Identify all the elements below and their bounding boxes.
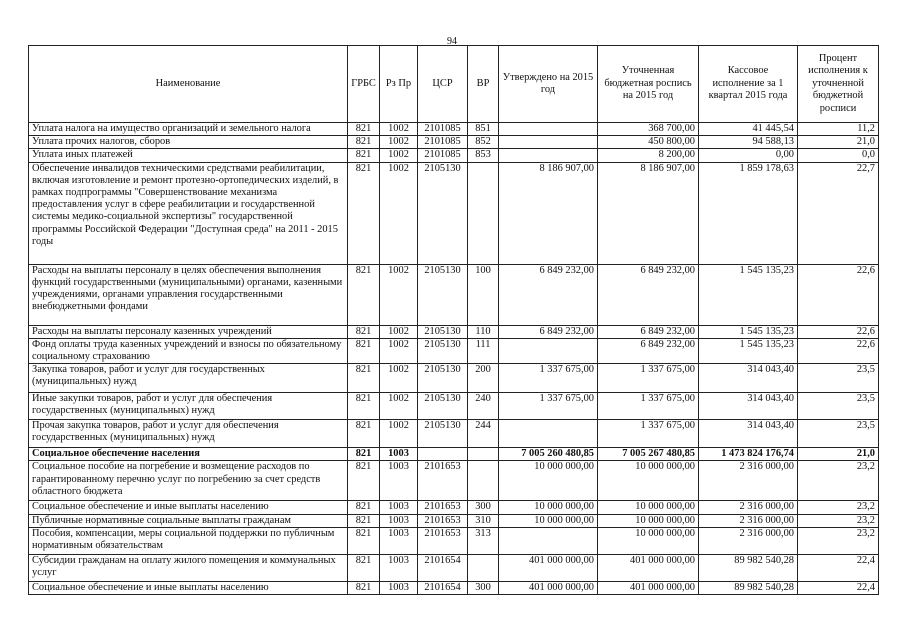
cell-grbs: 821 — [348, 554, 380, 581]
cell-refined: 6 849 232,00 — [598, 325, 699, 338]
cell-grbs: 821 — [348, 514, 380, 527]
cell-csr — [418, 448, 468, 461]
cell-grbs: 821 — [348, 149, 380, 162]
col-header-grbs: ГРБС — [348, 46, 380, 123]
cell-refined: 7 005 267 480,85 — [598, 448, 699, 461]
cell-percent: 22,7 — [798, 162, 879, 264]
table-row — [29, 123, 879, 136]
cell-rzpr: 1002 — [380, 264, 418, 325]
cell-refined: 1 337 675,00 — [598, 420, 699, 448]
cell-csr: 2101085 — [418, 123, 468, 136]
cell-rzpr: 1002 — [380, 338, 418, 363]
cell-cash: 314 043,40 — [699, 364, 798, 393]
cell-csr: 2101653 — [418, 501, 468, 514]
cell-percent: 22,4 — [798, 581, 879, 594]
cell-approved — [499, 420, 598, 448]
cell-csr: 2105130 — [418, 393, 468, 420]
cell-cash: 0,00 — [699, 149, 798, 162]
table-row — [29, 448, 879, 461]
cell-name: Уплата налога на имущество организаций и земельного налога — [29, 123, 348, 136]
cell-rzpr: 1003 — [380, 581, 418, 594]
cell-name: Уплата прочих налогов, сборов — [29, 136, 348, 149]
cell-percent: 22,6 — [798, 338, 879, 363]
cell-cash: 89 982 540,28 — [699, 554, 798, 581]
cell-rzpr: 1002 — [380, 149, 418, 162]
cell-grbs: 821 — [348, 527, 380, 554]
cell-grbs: 821 — [348, 264, 380, 325]
table-row — [29, 461, 879, 501]
cell-grbs: 821 — [348, 581, 380, 594]
cell-grbs: 821 — [348, 448, 380, 461]
cell-name: Публичные нормативные социальные выплаты гражданам — [29, 514, 348, 527]
cell-csr: 2101653 — [418, 461, 468, 501]
cell-cash: 2 316 000,00 — [699, 527, 798, 554]
cell-approved: 6 849 232,00 — [499, 325, 598, 338]
cell-rzpr: 1003 — [380, 554, 418, 581]
cell-approved — [499, 338, 598, 363]
cell-approved: 6 849 232,00 — [499, 264, 598, 325]
cell-refined: 6 849 232,00 — [598, 264, 699, 325]
cell-percent: 11,2 — [798, 123, 879, 136]
page-number: 94 — [447, 36, 457, 47]
cell-refined: 368 700,00 — [598, 123, 699, 136]
cell-vr — [468, 461, 499, 501]
cell-rzpr: 1002 — [380, 420, 418, 448]
cell-name: Фонд оплаты труда казенных учреждений и взносы по обязательному социальному страхованию — [29, 338, 348, 363]
cell-vr: 852 — [468, 136, 499, 149]
table-row — [29, 264, 879, 325]
cell-refined: 401 000 000,00 — [598, 581, 699, 594]
cell-refined: 401 000 000,00 — [598, 554, 699, 581]
cell-vr: 110 — [468, 325, 499, 338]
cell-rzpr: 1003 — [380, 527, 418, 554]
cell-refined: 8 186 907,00 — [598, 162, 699, 264]
cell-csr: 2101653 — [418, 514, 468, 527]
col-header-rzpr: Рз Пр — [380, 46, 418, 123]
cell-name: Расходы на выплаты персоналу казенных учреждений — [29, 325, 348, 338]
cell-csr: 2105130 — [418, 420, 468, 448]
cell-vr — [468, 448, 499, 461]
cell-percent: 22,6 — [798, 264, 879, 325]
cell-refined: 1 337 675,00 — [598, 393, 699, 420]
cell-name: Обеспечение инвалидов техническими средствами реабилитации, включая изготовление и ремонт протезно-ортопедических изделий, в рамках подпрограммы "Совершенствование механизма предоставления услуг в сфере реабилитации и государственной системы медико-социальной экспертизы" государственной программы Российской Федерации "Доступная среда" на 2011 - 2015 годы — [29, 162, 348, 264]
cell-cash: 1 545 135,23 — [699, 338, 798, 363]
cell-cash: 2 316 000,00 — [699, 461, 798, 501]
cell-approved — [499, 527, 598, 554]
cell-vr — [468, 554, 499, 581]
cell-name: Уплата иных платежей — [29, 149, 348, 162]
table-row — [29, 338, 879, 363]
cell-percent: 23,5 — [798, 420, 879, 448]
cell-grbs: 821 — [348, 501, 380, 514]
cell-cash: 2 316 000,00 — [699, 501, 798, 514]
cell-cash: 2 316 000,00 — [699, 514, 798, 527]
cell-approved: 1 337 675,00 — [499, 364, 598, 393]
cell-vr — [468, 162, 499, 264]
table-row — [29, 325, 879, 338]
cell-approved: 1 337 675,00 — [499, 393, 598, 420]
col-header-percent: Процент исполнения к уточненной бюджетной росписи — [798, 46, 879, 123]
cell-refined: 8 200,00 — [598, 149, 699, 162]
cell-csr: 2101654 — [418, 581, 468, 594]
cell-vr: 244 — [468, 420, 499, 448]
cell-csr: 2105130 — [418, 162, 468, 264]
cell-cash: 1 859 178,63 — [699, 162, 798, 264]
cell-vr: 853 — [468, 149, 499, 162]
cell-rzpr: 1002 — [380, 162, 418, 264]
table-row — [29, 581, 879, 594]
cell-grbs: 821 — [348, 123, 380, 136]
cell-csr: 2101085 — [418, 136, 468, 149]
cell-grbs: 821 — [348, 162, 380, 264]
table-row — [29, 420, 879, 448]
cell-approved — [499, 136, 598, 149]
cell-grbs: 821 — [348, 325, 380, 338]
cell-vr: 310 — [468, 514, 499, 527]
cell-name: Социальное обеспечение и иные выплаты населению — [29, 501, 348, 514]
cell-vr: 111 — [468, 338, 499, 363]
cell-name: Пособия, компенсации, меры социальной поддержки по публичным нормативным обязательствам — [29, 527, 348, 554]
cell-csr: 2105130 — [418, 325, 468, 338]
table-row — [29, 364, 879, 393]
cell-rzpr: 1003 — [380, 514, 418, 527]
cell-csr: 2105130 — [418, 264, 468, 325]
cell-rzpr: 1003 — [380, 448, 418, 461]
cell-vr: 240 — [468, 393, 499, 420]
cell-cash: 41 445,54 — [699, 123, 798, 136]
table-row — [29, 136, 879, 149]
cell-grbs: 821 — [348, 136, 380, 149]
col-header-name: Наименование — [29, 46, 348, 123]
cell-rzpr: 1002 — [380, 364, 418, 393]
cell-percent: 23,2 — [798, 461, 879, 501]
cell-percent: 21,0 — [798, 136, 879, 149]
cell-percent: 23,2 — [798, 527, 879, 554]
cell-rzpr: 1002 — [380, 325, 418, 338]
cell-cash: 314 043,40 — [699, 393, 798, 420]
cell-refined: 1 337 675,00 — [598, 364, 699, 393]
cell-grbs: 821 — [348, 393, 380, 420]
cell-csr: 2101653 — [418, 527, 468, 554]
cell-csr: 2101085 — [418, 149, 468, 162]
cell-csr: 2105130 — [418, 364, 468, 393]
cell-refined: 450 800,00 — [598, 136, 699, 149]
cell-grbs: 821 — [348, 461, 380, 501]
cell-percent: 22,4 — [798, 554, 879, 581]
cell-vr: 100 — [468, 264, 499, 325]
cell-name: Социальное обеспечение и иные выплаты населению — [29, 581, 348, 594]
table-row — [29, 393, 879, 420]
cell-vr: 300 — [468, 581, 499, 594]
table-row — [29, 554, 879, 581]
cell-percent: 23,5 — [798, 364, 879, 393]
cell-name: Субсидии гражданам на оплату жилого помещения и коммунальных услуг — [29, 554, 348, 581]
col-header-csr: ЦСР — [418, 46, 468, 123]
cell-rzpr: 1002 — [380, 123, 418, 136]
cell-refined: 10 000 000,00 — [598, 527, 699, 554]
cell-refined: 10 000 000,00 — [598, 501, 699, 514]
cell-cash: 1 545 135,23 — [699, 264, 798, 325]
cell-rzpr: 1003 — [380, 461, 418, 501]
cell-grbs: 821 — [348, 364, 380, 393]
cell-approved: 401 000 000,00 — [499, 554, 598, 581]
header-row — [29, 46, 879, 123]
cell-name: Социальное обеспечение населения — [29, 448, 348, 461]
cell-approved: 10 000 000,00 — [499, 501, 598, 514]
cell-rzpr: 1002 — [380, 136, 418, 149]
col-header-cash: Кассовое исполнение за 1 квартал 2015 года — [699, 46, 798, 123]
cell-vr: 300 — [468, 501, 499, 514]
cell-vr: 200 — [468, 364, 499, 393]
col-header-approved: Утверждено на 2015 год — [499, 46, 598, 123]
cell-csr: 2101654 — [418, 554, 468, 581]
cell-vr: 313 — [468, 527, 499, 554]
cell-cash: 94 588,13 — [699, 136, 798, 149]
cell-name: Иные закупки товаров, работ и услуг для обеспечения государственных (муниципальных) нужд — [29, 393, 348, 420]
cell-cash: 314 043,40 — [699, 420, 798, 448]
cell-approved: 8 186 907,00 — [499, 162, 598, 264]
col-header-vr: ВР — [468, 46, 499, 123]
table-row — [29, 162, 879, 264]
cell-refined: 10 000 000,00 — [598, 461, 699, 501]
cell-percent: 23,5 — [798, 393, 879, 420]
col-header-refined: Уточненная бюджетная роспись на 2015 год — [598, 46, 699, 123]
table-row — [29, 501, 879, 514]
cell-approved: 10 000 000,00 — [499, 514, 598, 527]
cell-percent: 21,0 — [798, 448, 879, 461]
cell-grbs: 821 — [348, 420, 380, 448]
cell-cash: 89 982 540,28 — [699, 581, 798, 594]
table-row — [29, 149, 879, 162]
table-row — [29, 527, 879, 554]
cell-rzpr: 1002 — [380, 393, 418, 420]
cell-refined: 10 000 000,00 — [598, 514, 699, 527]
cell-percent: 23,2 — [798, 514, 879, 527]
cell-name: Прочая закупка товаров, работ и услуг для обеспечения государственных (муниципальных) нужд — [29, 420, 348, 448]
cell-rzpr: 1003 — [380, 501, 418, 514]
cell-vr: 851 — [468, 123, 499, 136]
cell-approved: 401 000 000,00 — [499, 581, 598, 594]
cell-approved — [499, 123, 598, 136]
cell-name: Социальное пособие на погребение и возмещение расходов по гарантированному перечню услуг по погребению за счет средств областного бюджета — [29, 461, 348, 501]
cell-percent: 22,6 — [798, 325, 879, 338]
cell-refined: 6 849 232,00 — [598, 338, 699, 363]
cell-approved: 7 005 260 480,85 — [499, 448, 598, 461]
table-row — [29, 514, 879, 527]
cell-percent: 0,0 — [798, 149, 879, 162]
budget-table — [28, 45, 879, 595]
cell-percent: 23,2 — [798, 501, 879, 514]
cell-cash: 1 545 135,23 — [699, 325, 798, 338]
cell-cash: 1 473 824 176,74 — [699, 448, 798, 461]
cell-approved — [499, 149, 598, 162]
cell-name: Расходы на выплаты персоналу в целях обеспечения выполнения функций государственными (муниципальными) органами, казенными учреждениями, органами управления государственными внебюджетными фондами — [29, 264, 348, 325]
cell-approved: 10 000 000,00 — [499, 461, 598, 501]
cell-grbs: 821 — [348, 338, 380, 363]
cell-csr: 2105130 — [418, 338, 468, 363]
cell-name: Закупка товаров, работ и услуг для государственных (муниципальных) нужд — [29, 364, 348, 393]
